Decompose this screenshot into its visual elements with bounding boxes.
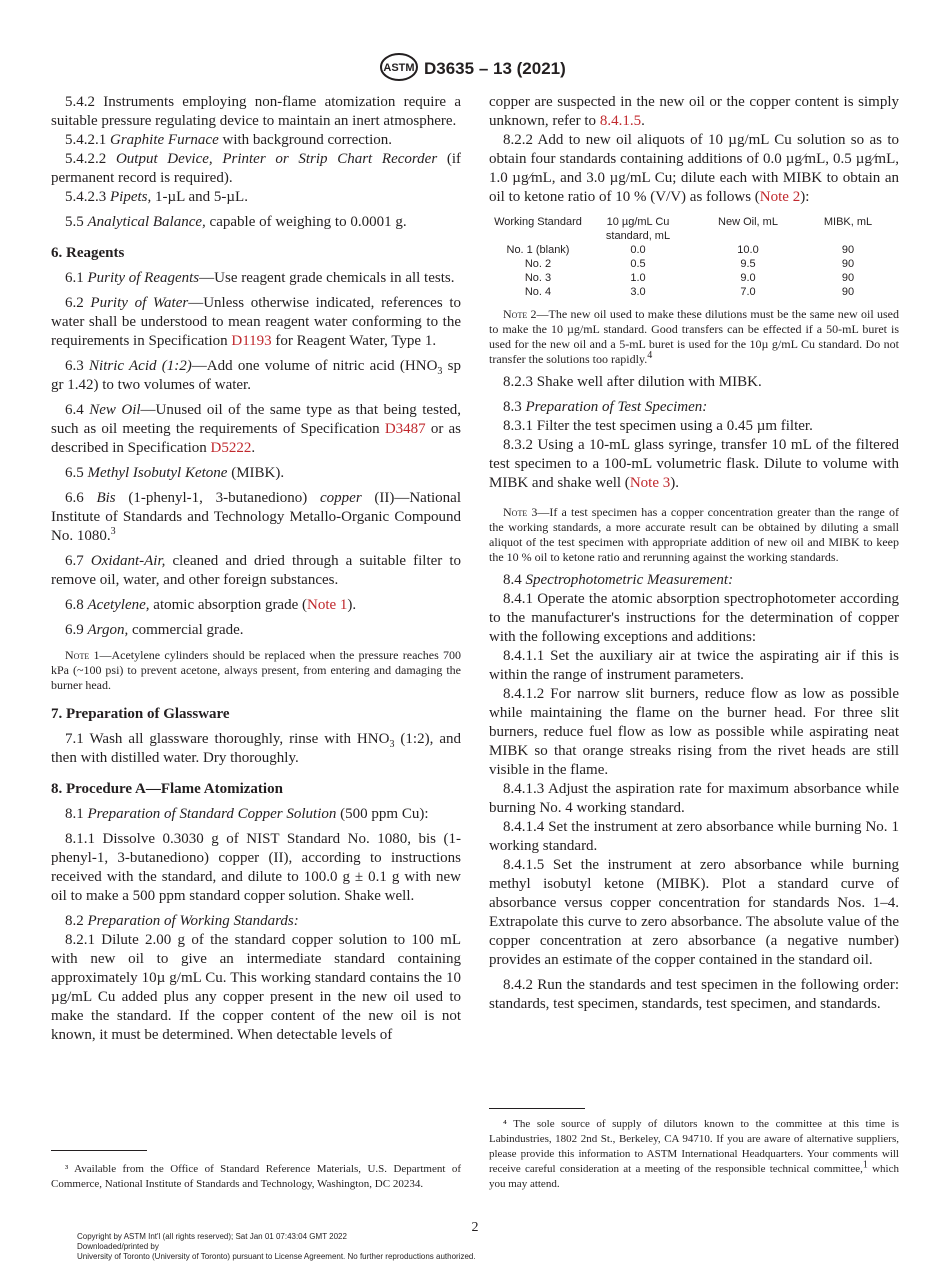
table-cell: No. 3 <box>524 272 552 284</box>
para-6-7: 6.7 Oxidant-Air, cleaned and dried through a suitable filter to remove oil, water, and other foreign substances. <box>51 553 462 588</box>
para-5-4-2: 5.4.2 Instruments employing non-flame atomization require a suitable pressure regulating device to maintain an inert atmosphere. <box>51 94 461 129</box>
para-8-4-1-3: 8.4.1.3 Adjust the aspiration rate for maximum absorbance while burning No. 4 working standard. <box>489 781 899 816</box>
page-number: 2 <box>471 1220 479 1235</box>
para-5-4-2-3: 5.4.2.3 Pipets, 1-µL and 5-µL. <box>65 189 248 205</box>
link-note-1[interactable]: Note 1 <box>307 597 348 613</box>
note-2: Note 2—The new oil used to make these dilutions must be the same new oil used to make the 10 µg/mL standard. Good transfers can be effected if a 50-mL buret is used for the new oil and a 5-mL buret is used for the 10µ g/mL Cu standard. Do not transfer the solutions too rapidly.$^4$ <box>489 307 899 366</box>
para-8-2-1-continued: copper are suspected in the new oil or the copper content is simply unknown, refer to 8.4.1.5. <box>489 94 899 129</box>
para-8-4: 8.4 Spectrophotometric Measurement: <box>503 572 734 588</box>
table-header: 10 µg/mL Cu standard, mL <box>605 216 671 242</box>
table-cell: 90 <box>841 244 855 256</box>
table-cell: 9.5 <box>740 258 756 270</box>
para-8-4-1-4: 8.4.1.4 Set the instrument at zero absorbance while burning No. 1 working standard. <box>489 819 899 854</box>
link-note-2[interactable]: Note 2 <box>759 189 801 205</box>
table-cell: 1.0 <box>630 272 646 284</box>
table-cell: No. 2 <box>524 258 552 270</box>
table-header: MIBK, mL <box>823 216 873 228</box>
para-8-3: 8.3 Preparation of Test Specimen: <box>503 399 708 415</box>
table-cell: No. 4 <box>524 286 552 298</box>
para-6-8: 6.8 Acetylene, atomic absorption grade (Note 1). <box>65 597 357 613</box>
para-8-3-2: 8.3.2 Using a 10-mL glass syringe, transfer 10 mL of the filtered test specimen to a 100-mL volumetric flask. Dilute to volume with MIBK and shake well (Note 3). <box>489 437 899 491</box>
para-8-4-1: 8.4.1 Operate the atomic absorption spectrophotometer according to the manufacturer's instructions for the determination of copper with the following exceptions and additions: <box>489 591 899 645</box>
para-6-4: 6.4 New Oil—Unused oil of the same type as that being tested, such as oil meeting the requirements of Specification D3487 or as described in Specification D5222. <box>51 402 461 456</box>
para-6-6: 6.6 Bis (1-phenyl-1, 3-butanediono) copper (II)—National Institute of Standards and Technology Metallo-Organic Compound No. 1080.$^3$ <box>51 490 462 544</box>
table-row <box>493 243 893 257</box>
document-id: D3635 – 13 (2021) <box>424 59 566 78</box>
para-8-1-1: 8.1.1 Dissolve 0.3030 g of NIST Standard No. 1080, bis (1-phenyl-1, 3-butanediono) copper (II), according to instructions received with the standard, and dilute to 100.0 g ± 0.1 g with new oil to make a 500 ppm standard copper solution. Shake well. <box>51 831 461 904</box>
table-cell: 0.5 <box>630 258 646 270</box>
table-cell: 3.0 <box>630 286 646 298</box>
table-cell: 90 <box>841 272 855 284</box>
table-cell: 90 <box>841 258 855 270</box>
table-header-row <box>493 215 893 243</box>
para-8-2-3: 8.2.3 Shake well after dilution with MIBK. <box>503 374 762 390</box>
working-standards-table <box>493 215 893 299</box>
para-7-1: 7.1 Wash all glassware thoroughly, rinse with $HNO_3$ (1:2), and then with distilled water. Dry thoroughly. <box>51 731 461 766</box>
table-cell: 9.0 <box>740 272 756 284</box>
table-cell: 7.0 <box>740 286 756 298</box>
para-6-2: 6.2 Purity of Water—Unless otherwise indicated, references to water shall be understood to mean reagent water conforming to the requirements in Specification D1193 for Reagent Water, Type 1. <box>51 295 462 349</box>
footer-line: Downloaded/printed by <box>77 1242 159 1251</box>
table-header: New Oil, mL <box>718 216 778 228</box>
footer-line: Copyright by ASTM Int'l (all rights reserved); Sat Jan 01 07:43:04 GMT 2022 <box>77 1232 347 1241</box>
note-1: Note 1—Acetylene cylinders should be replaced when the pressure reaches 700 kPa (~100 psi) to prevent acetone, always present, from entering and damaging the burner head. <box>51 648 461 692</box>
link-d1193[interactable]: D1193 <box>231 333 272 349</box>
note-3: Note 3—If a test specimen has a copper concentration greater than the range of the working standards, a more accurate result can be obtained by diluting a small aliquot of the test specimen with appropriate addition of new oil and MIBK to keep the 10 % oil to ketone ratio and rerunning against the working standards. <box>489 505 899 564</box>
table-row <box>493 257 893 271</box>
table-header: Working Standard <box>494 216 582 228</box>
para-8-2-1: 8.2.1 Dilute 2.00 g of the standard copper solution to 100 mL with new oil to give an intermediate standard containing approximately 10µ g/mL Cu. This working standard contains the 10 µg/mL Cu added plus any copper present in the new oil used to make the standard. If the copper content of the new oil is not known, it must be determined. When detectable levels of <box>51 932 461 1043</box>
para-6-3: 6.3 Nitric Acid (1:2)—Add one volume of nitric acid ($HNO_3$ sp gr 1.42) to two volumes of water. <box>51 358 462 393</box>
section-heading-procedure-a: 8. Procedure A—Flame Atomization <box>51 781 283 797</box>
para-5-4-2-1: 5.4.2.1 Graphite Furnace with background correction. <box>65 132 393 148</box>
footnote-rule <box>489 1108 585 1109</box>
para-6-1: 6.1 Purity of Reagents—Use reagent grade chemicals in all tests. <box>65 270 455 286</box>
footnote-rule <box>51 1150 147 1151</box>
para-8-2-2: 8.2.2 Add to new oil aliquots of 10 µg/mL Cu solution so as to obtain four standards containing additions of 0.0 µg⁄mL, 0.5 µg⁄mL, 1.0 µg⁄mL, and 3.0 µg/mL Cu; dilute each with MIBK to obtain an oil to ketone ratio of 10 % (V/V) as follows (Note 2): <box>489 132 899 205</box>
para-5-5: 5.5 Analytical Balance, capable of weighing to 0.0001 g. <box>65 214 407 230</box>
para-8-3-1: 8.3.1 Filter the test specimen using a 0.45 µm filter. <box>503 418 813 434</box>
table-cell: 90 <box>841 286 855 298</box>
para-8-4-1-1: 8.4.1.1 Set the auxiliary air at twice the aspirating air if this is within the range of instrument parameters. <box>489 648 899 683</box>
para-8-4-1-2: 8.4.1.2 For narrow slit burners, reduce flow as low as possible while maintaining the flame on the burner head. For three slit burners, reduce fuel flow as low as possible while aspirating neat MIBK so that orange streaks rising from the rivet heads are still visible in the flame. <box>489 686 899 778</box>
section-heading-glassware: 7. Preparation of Glassware <box>51 706 230 722</box>
para-6-9: 6.9 Argon, commercial grade. <box>65 622 244 638</box>
table-row <box>493 271 893 285</box>
table-cell: 10.0 <box>737 244 759 256</box>
para-8-4-1-5: 8.4.1.5 Set the instrument at zero absorbance while burning methyl isobutyl ketone (MIBK). Plot a standard curve of absorbance versus copper concentration for standards Nos. 1–4. Extrapolate this curve to zero absorbance. The absolute value of the copper concentration at zero absorbance (a negative number) provides an estimate of the copper contained in the standard oil. <box>489 857 899 968</box>
footnote-4: ⁴ The sole source of supply of dilutors known to the committee at this time is Labindustries, 1802 2nd St., Berkeley, CA 94710. If you are aware of alternative suppliers, please provide this information to ASTM International Headquarters. Your comments will receive careful consideration at a meeting of the responsible technical committee,$^1$ which you may attend. <box>489 1118 899 1190</box>
copyright-footer <box>77 1232 476 1262</box>
link-8-4-1-5[interactable]: 8.4.1.5 <box>599 113 642 129</box>
para-8-4-2: 8.4.2 Run the standards and test specimen in the following order: standards, test specimen, standards, test specimen, and standards. <box>489 977 899 1012</box>
footnote-3: ³ Available from the Office of Standard Reference Materials, U.S. Department of Commerce, National Institute of Standards and Technology, Washington, DC 20234. <box>51 1163 461 1190</box>
link-note-3[interactable]: Note 3 <box>629 475 671 491</box>
para-8-1: 8.1 Preparation of Standard Copper Solution (500 ppm Cu): <box>65 806 429 822</box>
link-d3487[interactable]: D3487 <box>384 421 426 437</box>
right-column <box>489 93 899 1014</box>
footer-line: University of Toronto (University of Toronto) pursuant to License Agreement. No further reproductions authorized. <box>77 1252 476 1261</box>
link-d5222[interactable]: D5222 <box>210 440 252 456</box>
footnote-3-block <box>51 1150 461 1192</box>
footnote-4-block <box>489 1108 899 1192</box>
table-cell: No. 1 (blank) <box>506 244 570 256</box>
svg-text:ASTM: ASTM <box>383 62 415 74</box>
astm-logo <box>379 52 419 82</box>
left-column <box>51 93 461 1045</box>
table-cell: 0.0 <box>630 244 646 256</box>
para-8-2: 8.2 Preparation of Working Standards: <box>65 913 299 929</box>
section-heading-reagents: 6. Reagents <box>51 245 125 261</box>
table-row <box>493 285 893 299</box>
para-5-4-2-2: 5.4.2.2 Output Device, Printer or Strip Chart Recorder (if permanent record is required). <box>51 151 461 186</box>
para-6-5: 6.5 Methyl Isobutyl Ketone (MIBK). <box>65 465 285 481</box>
